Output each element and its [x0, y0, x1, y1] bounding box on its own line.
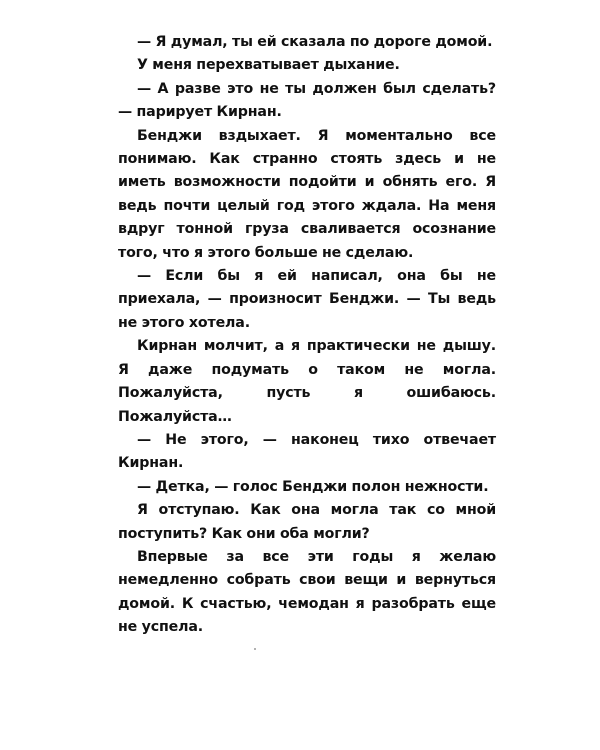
paragraph-4: Бенджи вздыхает. Я моментально все понимаю. Как странно стоять здесь и не иметь возможности подойти и обнять его. Я ведь почти целый год этого ждала. На меня вдруг тонной груза сваливается осознание того, что я этого больше не сделаю. [118, 127, 496, 261]
paragraph-1: — Я думал, ты ей сказала по дороге домой. [137, 34, 493, 50]
paragraph-10: Впервые за все эти годы я желаю немедленно собрать свои вещи и вернуться домой. К счастью, чемодан я разобрать еще не успела. [118, 548, 496, 636]
paragraph-7: — Не этого, — наконец тихо отвечает Кирнан. [118, 431, 496, 472]
paragraph-6: Кирнан молчит, а я практически не дышу. Я даже подумать о таком не могла. Пожалуйста, пусть я ошибаюсь. Пожалуйста… [118, 338, 496, 425]
paragraph-5: — Если бы я ей написал, она бы не приехала, — произносит Бенджи. — Ты ведь не этого хотела. [118, 268, 496, 331]
page-text [118, 31, 496, 640]
paragraph-3: — А разве это не ты должен был сделать? — парирует Кирнан. [118, 80, 496, 121]
paragraph-2: У меня перехватывает дыхание. [137, 57, 400, 74]
paragraph-8: — Детка, — голос Бенджи полон нежности. [137, 478, 489, 495]
paragraph-9: Я отступаю. Как она могла так со мной поступить? Как они оба могли? [118, 502, 496, 542]
scan-speck [254, 648, 256, 650]
